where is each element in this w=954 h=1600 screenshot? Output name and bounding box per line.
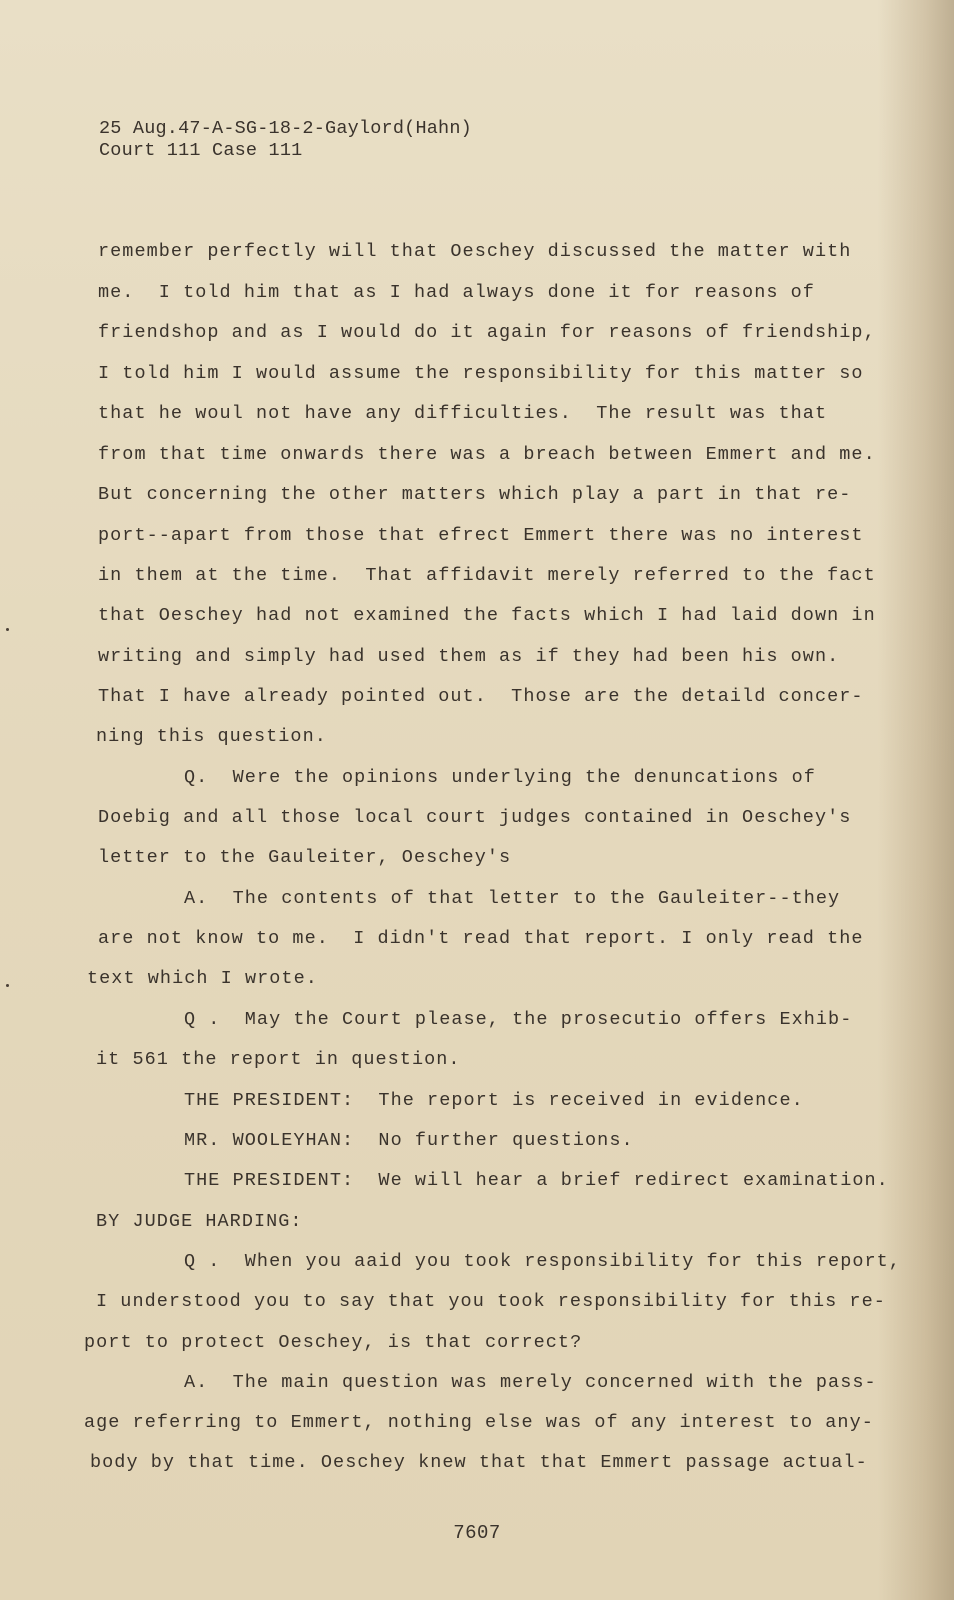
transcript-line: me. I told him that as I had always done it for reasons of	[98, 282, 815, 303]
transcript-line: that Oeschey had not examined the facts which I had laid down in	[98, 605, 876, 626]
transcript-line: from that time onwards there was a breach between Emmert and me.	[98, 444, 876, 465]
transcript-line: MR. WOOLEYHAN: No further questions.	[184, 1130, 634, 1151]
transcript-line: that he woul not have any difficulties. The result was that	[98, 403, 828, 424]
transcript-line: are not know to me. I didn't read that report. I only read the	[98, 928, 864, 949]
transcript-line: writing and simply had used them as if they had been his own.	[98, 646, 840, 667]
document-header	[99, 118, 472, 162]
paper-speck	[6, 984, 9, 987]
header-reference-line: 25 Aug.47-A-SG-18-2-Gaylord(Hahn)	[99, 118, 472, 139]
transcript-line: A. The main question was merely concerned with the pass-	[184, 1372, 877, 1393]
transcript-line: I understood you to say that you took responsibility for this re-	[96, 1291, 886, 1312]
transcript-line: age referring to Emmert, nothing else was of any interest to any-	[84, 1412, 874, 1433]
header-court-line: Court 111 Case 111	[99, 140, 303, 161]
page-number: 7607	[453, 1522, 501, 1544]
transcript-line: Q . May the Court please, the prosecutio offers Exhib-	[184, 1009, 853, 1030]
transcript-line: friendshop and as I would do it again for reasons of friendship,	[98, 322, 876, 343]
transcript-line: text which I wrote.	[87, 968, 318, 989]
transcript-line: port--apart from those that efrect Emmert there was no interest	[98, 525, 864, 546]
transcript-line: in them at the time. That affidavit merely referred to the fact	[98, 565, 876, 586]
transcript-line: remember perfectly will that Oeschey discussed the matter with	[98, 241, 852, 262]
transcript-line: That I have already pointed out. Those are the detaild concer-	[98, 686, 864, 707]
transcript-line: Q. Were the opinions underlying the denuncations of	[184, 767, 816, 788]
transcript-line: THE PRESIDENT: We will hear a brief redirect examination.	[184, 1170, 889, 1191]
transcript-line: it 561 the report in question.	[96, 1049, 461, 1070]
transcript-line: Doebig and all those local court judges contained in Oeschey's	[98, 807, 852, 828]
transcript-line: ning this question.	[96, 726, 327, 747]
transcript-line: Q . When you aaid you took responsibility for this report,	[184, 1251, 901, 1272]
transcript-line: I told him I would assume the responsibility for this matter so	[98, 363, 864, 384]
transcript-line: THE PRESIDENT: The report is received in evidence.	[184, 1090, 804, 1111]
transcript-line: body by that time. Oeschey knew that that Emmert passage actual-	[90, 1452, 868, 1473]
transcript-line: BY JUDGE HARDING:	[96, 1211, 303, 1232]
transcript-line: But concerning the other matters which play a part in that re-	[98, 484, 852, 505]
transcript-line: A. The contents of that letter to the Gauleiter--they	[184, 888, 841, 909]
paper-speck	[6, 628, 9, 631]
transcript-line: letter to the Gauleiter, Oeschey's	[98, 847, 512, 868]
transcript-line: port to protect Oeschey, is that correct?	[84, 1332, 583, 1353]
